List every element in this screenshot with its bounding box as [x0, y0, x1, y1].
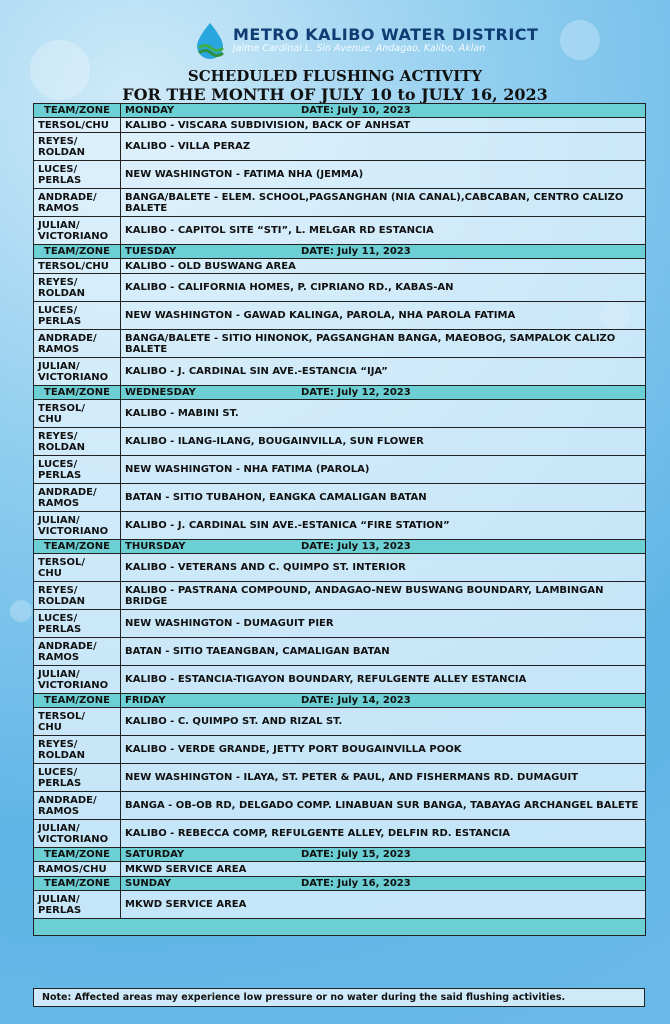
- area-cell: BANGA/BALETE - ELEM. SCHOOL,PAGSANGHAN (NIA CANAL),CABCABAN, CENTRO CALIZO BALETE: [121, 189, 646, 217]
- table-row: [34, 708, 646, 736]
- team-cell: ANDRADE/ RAMOS: [34, 484, 121, 512]
- table-row: [34, 217, 646, 245]
- area-cell: KALIBO - J. CARDINAL SIN AVE.-ESTANCIA “IJA”: [121, 358, 646, 386]
- day-name: FRIDAY: [125, 695, 166, 706]
- team-cell: ANDRADE/ RAMOS: [34, 792, 121, 820]
- table-row: [34, 582, 646, 610]
- document-header: [0, 10, 670, 104]
- day-name: TUESDAY: [125, 246, 177, 257]
- day-header-row: [34, 848, 646, 862]
- schedule-body: [34, 104, 646, 936]
- area-cell: NEW WASHINGTON - ILAYA, ST. PETER & PAUL, AND FISHERMANS RD. DUMAGUIT: [121, 764, 646, 792]
- area-cell: KALIBO - REBECCA COMP, REFULGENTE ALLEY, DELFIN RD. ESTANCIA: [121, 820, 646, 848]
- area-cell: BATAN - SITIO TAEANGBAN, CAMALIGAN BATAN: [121, 638, 646, 666]
- water-drop-logo-icon: [193, 22, 227, 60]
- schedule-date: DATE: July 16, 2023: [301, 878, 411, 889]
- day-header-row: [34, 245, 646, 259]
- day-header-row: [34, 386, 646, 400]
- area-cell: KALIBO - C. QUIMPO ST. AND RIZAL ST.: [121, 708, 646, 736]
- area-cell: NEW WASHINGTON - GAWAD KALINGA, PAROLA, NHA PAROLA FATIMA: [121, 302, 646, 330]
- table-row: [34, 610, 646, 638]
- table-row: [34, 133, 646, 161]
- schedule-date: DATE: July 12, 2023: [301, 387, 411, 398]
- schedule-date: DATE: July 10, 2023: [301, 105, 411, 116]
- day-name: SUNDAY: [125, 878, 172, 889]
- empty-footer-row: [34, 919, 646, 936]
- table-row: [34, 820, 646, 848]
- area-cell: KALIBO - ESTANCIA-TIGAYON BOUNDARY, REFULGENTE ALLEY ESTANCIA: [121, 666, 646, 694]
- area-cell: BANGA - OB-OB RD, DELGADO COMP. LINABUAN SUR BANGA, TABAYAG ARCHANGEL BALETE: [121, 792, 646, 820]
- team-cell: JULIAN/ VICTORIANO: [34, 358, 121, 386]
- area-cell: KALIBO - CAPITOL SITE “STI”, L. MELGAR RD ESTANCIA: [121, 217, 646, 245]
- organization-address: Jaime Cardinal L. Sin Avenue, Andagao, Kalibo, Aklan: [233, 43, 486, 54]
- table-row: [34, 736, 646, 764]
- team-cell: JULIAN/ VICTORIANO: [34, 217, 121, 245]
- table-row: [34, 638, 646, 666]
- team-cell: REYES/ ROLDAN: [34, 736, 121, 764]
- team-cell: LUCES/ PERLAS: [34, 161, 121, 189]
- day-name: MONDAY: [125, 105, 175, 116]
- team-cell: LUCES/ PERLAS: [34, 764, 121, 792]
- team-cell: LUCES/ PERLAS: [34, 610, 121, 638]
- area-cell: KALIBO - VETERANS AND C. QUIMPO ST. INTERIOR: [121, 554, 646, 582]
- area-cell: BATAN - SITIO TUBAHON, EANGKA CAMALIGAN BATAN: [121, 484, 646, 512]
- team-cell: JULIAN/ VICTORIANO: [34, 820, 121, 848]
- area-cell: KALIBO - VERDE GRANDE, JETTY PORT BOUGAINVILLA POOK: [121, 736, 646, 764]
- table-row: [34, 862, 646, 877]
- table-row: [34, 400, 646, 428]
- day-date-cell: [121, 540, 646, 554]
- team-cell: ANDRADE/ RAMOS: [34, 330, 121, 358]
- table-row: [34, 456, 646, 484]
- team-zone-header: TEAM/ZONE: [34, 694, 121, 708]
- flushing-schedule-table: [33, 103, 646, 936]
- day-header-row: [34, 104, 646, 118]
- day-date-cell: [121, 386, 646, 400]
- day-header-row: [34, 877, 646, 891]
- document-title: SCHEDULED FLUSHING ACTIVITY: [187, 67, 483, 85]
- day-header-row: [34, 540, 646, 554]
- table-row: [34, 428, 646, 456]
- table-row: [34, 259, 646, 274]
- table-row: [34, 554, 646, 582]
- table-row: [34, 161, 646, 189]
- table-row: [34, 792, 646, 820]
- area-cell: NEW WASHINGTON - DUMAGUIT PIER: [121, 610, 646, 638]
- team-cell: JULIAN/ VICTORIANO: [34, 666, 121, 694]
- day-name: THURSDAY: [125, 541, 186, 552]
- area-cell: NEW WASHINGTON - NHA FATIMA (PAROLA): [121, 456, 646, 484]
- team-cell: LUCES/ PERLAS: [34, 302, 121, 330]
- area-cell: KALIBO - J. CARDINAL SIN AVE.-ESTANICA “FIRE STATION”: [121, 512, 646, 540]
- area-cell: MKWD SERVICE AREA: [121, 891, 646, 919]
- team-cell: LUCES/ PERLAS: [34, 456, 121, 484]
- team-zone-header: TEAM/ZONE: [34, 245, 121, 259]
- table-row: [34, 512, 646, 540]
- team-cell: TERSOL/ CHU: [34, 554, 121, 582]
- team-zone-header: TEAM/ZONE: [34, 386, 121, 400]
- schedule-date: DATE: July 13, 2023: [301, 541, 411, 552]
- area-cell: KALIBO - VILLA PERAZ: [121, 133, 646, 161]
- table-row: [34, 358, 646, 386]
- table-row: [34, 891, 646, 919]
- table-row: [34, 484, 646, 512]
- team-cell: TERSOL/ CHU: [34, 708, 121, 736]
- area-cell: KALIBO - MABINI ST.: [121, 400, 646, 428]
- team-cell: ANDRADE/ RAMOS: [34, 638, 121, 666]
- team-zone-header: TEAM/ZONE: [34, 540, 121, 554]
- table-row: [34, 330, 646, 358]
- team-cell: JULIAN/ PERLAS: [34, 891, 121, 919]
- team-cell: RAMOS/CHU: [34, 862, 121, 877]
- empty-cell: [34, 919, 646, 936]
- area-cell: KALIBO - CALIFORNIA HOMES, P. CIPRIANO RD., KABAS-AN: [121, 274, 646, 302]
- team-cell: REYES/ ROLDAN: [34, 274, 121, 302]
- bubble-decoration: [10, 600, 32, 622]
- day-date-cell: [121, 694, 646, 708]
- day-header-row: [34, 694, 646, 708]
- day-date-cell: [121, 104, 646, 118]
- table-row: [34, 274, 646, 302]
- team-cell: REYES/ ROLDAN: [34, 582, 121, 610]
- day-name: WEDNESDAY: [125, 387, 196, 398]
- area-cell: KALIBO - OLD BUSWANG AREA: [121, 259, 646, 274]
- table-row: [34, 764, 646, 792]
- schedule-date: DATE: July 14, 2023: [301, 695, 411, 706]
- team-cell: TERSOL/ CHU: [34, 400, 121, 428]
- team-cell: REYES/ ROLDAN: [34, 133, 121, 161]
- team-cell: JULIAN/ VICTORIANO: [34, 512, 121, 540]
- table-row: [34, 118, 646, 133]
- area-cell: NEW WASHINGTON - FATIMA NHA (JEMMA): [121, 161, 646, 189]
- day-date-cell: [121, 848, 646, 862]
- document-subtitle: FOR THE MONTH OF JULY 10 to JULY 16, 2023: [122, 85, 548, 104]
- schedule-date: DATE: July 15, 2023: [301, 849, 411, 860]
- table-row: [34, 666, 646, 694]
- team-zone-header: TEAM/ZONE: [34, 877, 121, 891]
- area-cell: KALIBO - ILANG-ILANG, BOUGAINVILLA, SUN FLOWER: [121, 428, 646, 456]
- table-row: [34, 302, 646, 330]
- area-cell: BANGA/BALETE - SITIO HINONOK, PAGSANGHAN BANGA, MAEOBOG, SAMPALOK CALIZO BALETE: [121, 330, 646, 358]
- team-cell: REYES/ ROLDAN: [34, 428, 121, 456]
- note-text: Note: Affected areas may experience low pressure or no water during the said flushing activities.: [33, 988, 645, 1007]
- team-zone-header: TEAM/ZONE: [34, 848, 121, 862]
- area-cell: MKWD SERVICE AREA: [121, 862, 646, 877]
- schedule-date: DATE: July 11, 2023: [301, 246, 411, 257]
- area-cell: KALIBO - PASTRANA COMPOUND, ANDAGAO-NEW BUSWANG BOUNDARY, LAMBINGAN BRIDGE: [121, 582, 646, 610]
- day-date-cell: [121, 877, 646, 891]
- day-name: SATURDAY: [125, 849, 185, 860]
- organization-name: METRO KALIBO WATER DISTRICT: [233, 25, 539, 44]
- day-date-cell: [121, 245, 646, 259]
- team-cell: TERSOL/CHU: [34, 118, 121, 133]
- table-row: [34, 189, 646, 217]
- team-cell: TERSOL/CHU: [34, 259, 121, 274]
- team-zone-header: TEAM/ZONE: [34, 104, 121, 118]
- area-cell: KALIBO - VISCARA SUBDIVISION, BACK OF ANHSAT: [121, 118, 646, 133]
- team-cell: ANDRADE/ RAMOS: [34, 189, 121, 217]
